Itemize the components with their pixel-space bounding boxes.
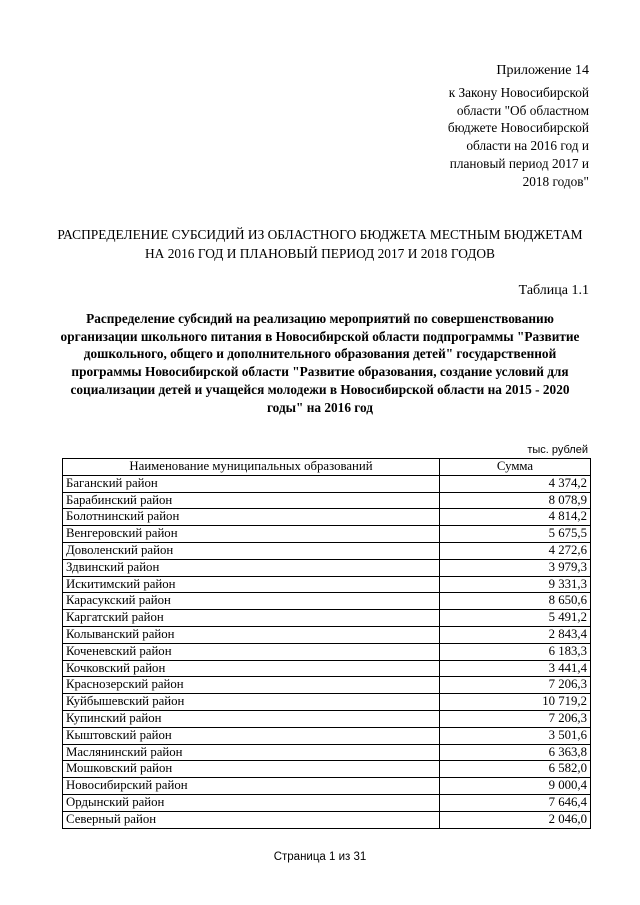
table-row xyxy=(63,778,591,795)
table-row xyxy=(63,677,591,694)
district-name: Искитимский район xyxy=(63,576,440,593)
subsidy-amount: 4 374,2 xyxy=(440,475,591,492)
district-name: Каргатский район xyxy=(63,610,440,627)
table-row xyxy=(63,643,591,660)
table-row xyxy=(63,660,591,677)
district-name: Венгеровский район xyxy=(63,526,440,543)
subsidy-amount: 4 814,2 xyxy=(440,509,591,526)
district-name: Колыванский район xyxy=(63,626,440,643)
table-row xyxy=(63,811,591,828)
subsidy-amount: 6 183,3 xyxy=(440,643,591,660)
subsidy-amount: 8 650,6 xyxy=(440,593,591,610)
caption-line: программы Новосибирской области "Развитие образования, создание условий для xyxy=(71,364,569,380)
table-row xyxy=(63,475,591,492)
subsidy-amount: 7 206,3 xyxy=(440,677,591,694)
district-name: Купинский район xyxy=(63,710,440,727)
document-title-line: НА 2016 ГОД И ПЛАНОВЫЙ ПЕРИОД 2017 И 2018 ГОДОВ xyxy=(145,245,495,261)
subsidy-amount: 10 719,2 xyxy=(440,694,591,711)
district-name: Новосибирский район xyxy=(63,778,440,795)
subsidy-amount: 6 582,0 xyxy=(440,761,591,778)
table-row xyxy=(63,559,591,576)
district-name: Северный район xyxy=(63,811,440,828)
subsidy-amount: 3 979,3 xyxy=(440,559,591,576)
district-name: Барабинский район xyxy=(63,492,440,509)
header-amount: Сумма xyxy=(440,459,591,476)
district-name: Карасукский район xyxy=(63,593,440,610)
table-caption xyxy=(60,310,580,416)
law-reference-line: бюджете Новосибирской xyxy=(447,120,589,136)
district-name: Баганский район xyxy=(63,475,440,492)
table-row xyxy=(63,576,591,593)
caption-line: дошкольного, общего и дополнительного образования детей" государственной xyxy=(83,346,557,362)
units-label: тыс. рублей xyxy=(527,444,588,456)
table-row xyxy=(63,744,591,761)
subsidy-amount: 7 206,3 xyxy=(440,710,591,727)
law-reference-line: плановый период 2017 и xyxy=(449,155,589,171)
table-header-row xyxy=(63,459,591,476)
header-name: Наименование муниципальных образований xyxy=(63,459,440,476)
table-row xyxy=(63,542,591,559)
table-row xyxy=(63,626,591,643)
table-number: Таблица 1.1 xyxy=(518,283,589,298)
table-row xyxy=(63,710,591,727)
district-name: Кочковский район xyxy=(63,660,440,677)
document-title xyxy=(40,226,600,263)
caption-line: Распределение субсидий на реализацию мероприятий по совершенствованию xyxy=(86,311,554,326)
district-name: Доволенский район xyxy=(63,542,440,559)
page-footer: Страница 1 из 31 xyxy=(273,851,367,863)
table-row xyxy=(63,694,591,711)
appendix-title: Приложение 14 xyxy=(496,63,589,78)
district-name: Коченевский район xyxy=(63,643,440,660)
table-row xyxy=(63,794,591,811)
subsidy-amount: 2 046,0 xyxy=(440,811,591,828)
subsidy-amount: 5 491,2 xyxy=(440,610,591,627)
table-row xyxy=(63,727,591,744)
caption-line: социализации детей и учащейся молодежи в Новосибирской области на 2015 - 2020 xyxy=(70,381,570,397)
table-row xyxy=(63,761,591,778)
law-reference-line: области "Об областном xyxy=(456,102,589,118)
law-reference-line: 2018 годов" xyxy=(522,173,589,189)
district-name: Маслянинский район xyxy=(63,744,440,761)
subsidy-amount: 3 441,4 xyxy=(440,660,591,677)
table-row xyxy=(63,610,591,627)
document-title-line: РАСПРЕДЕЛЕНИЕ СУБСИДИЙ ИЗ ОБЛАСТНОГО БЮДЖЕТА МЕСТНЫМ БЮДЖЕТАМ xyxy=(57,227,583,242)
subsidy-amount: 3 501,6 xyxy=(440,727,591,744)
law-reference-line: к Закону Новосибирской xyxy=(448,85,589,100)
district-name: Мошковский район xyxy=(63,761,440,778)
subsidy-amount: 6 363,8 xyxy=(440,744,591,761)
caption-line: годы" на 2016 год xyxy=(266,399,374,415)
table-row xyxy=(63,509,591,526)
table-row xyxy=(63,526,591,543)
subsidy-amount: 5 675,5 xyxy=(440,526,591,543)
table-row xyxy=(63,593,591,610)
subsidy-amount: 8 078,9 xyxy=(440,492,591,509)
subsidy-amount: 9 000,4 xyxy=(440,778,591,795)
subsidy-amount: 9 331,3 xyxy=(440,576,591,593)
subsidy-amount: 2 843,4 xyxy=(440,626,591,643)
subsidies-table xyxy=(62,458,591,829)
caption-line: организации школьного питания в Новосибирской области подпрограммы "Развитие xyxy=(60,328,580,344)
law-reference xyxy=(369,84,589,190)
district-name: Ордынский район xyxy=(63,794,440,811)
subsidy-amount: 7 646,4 xyxy=(440,794,591,811)
table-row xyxy=(63,492,591,509)
district-name: Здвинский район xyxy=(63,559,440,576)
law-reference-line: области на 2016 год и xyxy=(466,138,589,154)
district-name: Болотнинский район xyxy=(63,509,440,526)
subsidy-amount: 4 272,6 xyxy=(440,542,591,559)
district-name: Кыштовский район xyxy=(63,727,440,744)
district-name: Краснозерский район xyxy=(63,677,440,694)
district-name: Куйбышевский район xyxy=(63,694,440,711)
